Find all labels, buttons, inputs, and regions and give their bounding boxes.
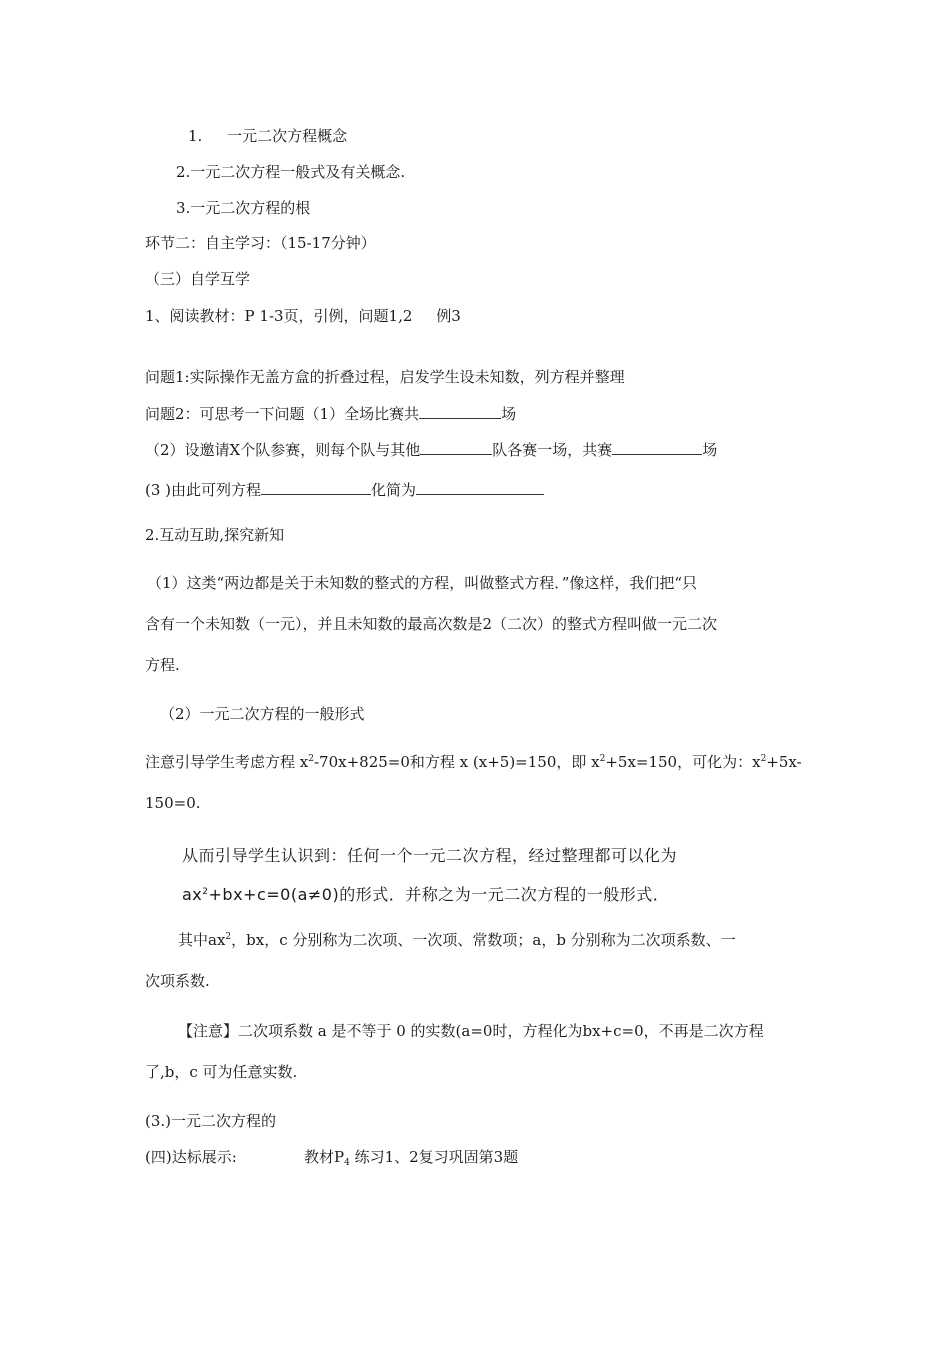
part-4: [145, 1147, 519, 1168]
note-text: -70x+825=0和方程 x (x+5)=150，即 x: [313, 753, 600, 771]
question-3-text: (3 )由此可列方程: [145, 481, 262, 499]
note-text: 注意引导学生考虑方程 x: [145, 753, 309, 771]
page-subscript: 4: [344, 1158, 350, 1168]
outline-item-1: [188, 126, 347, 146]
outline-item-1-number: 1.: [188, 127, 203, 145]
problem-2: [145, 403, 516, 424]
conclusion-line-1: 从而引导学生认识到：任何一个一元二次方程，经过整理都可以化为: [182, 846, 678, 865]
exponent: 2: [202, 887, 209, 897]
interact-heading: 2.互动互助,探究新知: [145, 526, 285, 544]
answer-blank: [612, 439, 702, 455]
definition-line-2: 含有一个未知数（一元），并且未知数的最高次数是2（二次）的整式方程叫做一元二次: [145, 615, 718, 633]
exponent: 2: [225, 932, 232, 942]
part-4-task: [304, 1147, 518, 1167]
question-3: [145, 479, 544, 500]
exponent: 2: [599, 754, 606, 764]
answer-blank: [419, 403, 501, 419]
problem-2-text: 问题2：可思考一下问题（1）全场比赛共: [145, 405, 420, 423]
definition-line-3: 方程.: [145, 656, 180, 674]
terms-line-2: 次项系数.: [145, 972, 210, 990]
question-2-unit: 场: [702, 441, 718, 459]
conclusion-text: +bx+c=0(a≠0)的形式．并称之为一元二次方程的一般形式．: [208, 885, 670, 904]
conclusion-line-2: [182, 885, 669, 905]
answer-blank: [420, 439, 492, 455]
question-2-text: （2）设邀请X个队参赛，则每个队与其他: [145, 441, 421, 459]
terms-text: 其中ax: [178, 931, 226, 949]
outline-item-2: 2.一元二次方程一般式及有关概念.: [176, 163, 406, 181]
exponent: 2: [308, 754, 314, 764]
terms-line-1: [178, 930, 736, 950]
reading-assignment: 1、阅读教材：P 1-3页，引例，问题1,2 例3: [145, 307, 461, 325]
answer-blank: [416, 479, 544, 495]
problem-1: 问题1:实际操作无盖方盒的折叠过程，启发学生设未知数，列方程并整理: [145, 368, 625, 386]
part-4-text: 教材P: [304, 1148, 345, 1166]
conclusion-text: ax: [182, 885, 203, 904]
terms-text: ，bx，c 分别称为二次项、一次项、常数项；a，b 分别称为二次项系数、一: [231, 931, 736, 949]
question-2-text-mid: 队各赛一场，共赛: [492, 441, 613, 459]
caution-line-2: 了,b，c 可为任意实数.: [145, 1063, 298, 1081]
part-3-heading: （三）自学互学: [145, 270, 251, 288]
exponent: 2: [760, 754, 767, 764]
part-4-text: 练习1、2复习巩固第3题: [349, 1148, 519, 1166]
question-3-text-mid: 化简为: [371, 481, 417, 499]
note-text: +5x-: [766, 753, 802, 771]
note-text: +5x=150，可化为：x: [605, 753, 761, 771]
outline-item-3: 3.一元二次方程的根: [176, 199, 311, 217]
caution-line-1: 【注意】二次项系数 a 是不等于 0 的实数(a=0时，方程化为bx+c=0，不再是二次方程: [178, 1022, 764, 1040]
note-line-2: 150=0.: [145, 794, 201, 812]
general-form-heading: （2）一元二次方程的一般形式: [160, 705, 365, 723]
outline-item-3-roots: (3.)一元二次方程的: [145, 1112, 277, 1130]
question-2: [145, 439, 717, 460]
note-line-1: [145, 752, 802, 772]
problem-2-unit: 场: [501, 405, 517, 423]
definition-line-1: （1）这类“两边都是关于未知数的整式的方程，叫做整式方程．”像这样，我们把“只: [147, 574, 698, 592]
part-4-label: (四)达标展示:: [145, 1148, 237, 1166]
answer-blank: [261, 479, 371, 495]
outline-item-1-text: 一元二次方程概念: [227, 127, 348, 145]
section-2-heading: 环节二：自主学习：（15-17分钟）: [145, 234, 376, 252]
